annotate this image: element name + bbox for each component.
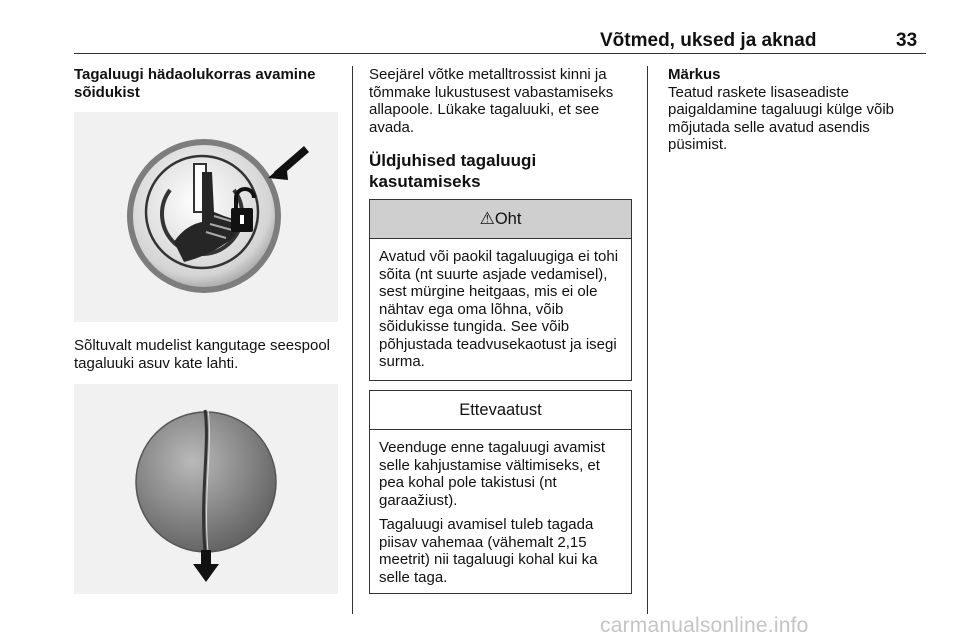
column-divider-1 bbox=[352, 66, 353, 614]
arrow-pointing-icon bbox=[268, 146, 309, 180]
header-rule bbox=[74, 53, 926, 54]
danger-box bbox=[369, 199, 632, 381]
danger-box-header bbox=[370, 200, 631, 239]
arrow-down-icon bbox=[193, 550, 219, 582]
note-title: Märkus bbox=[668, 66, 721, 83]
caution-title: Ettevaatust bbox=[459, 400, 542, 419]
section-heading-general: Üldjuhised tagaluugi kasutamiseks bbox=[369, 151, 537, 191]
danger-text: Avatud või paokil tagaluugiga ei tohi sõita (nt suurte asjade vedamisel), sest mürgine heitgaas, mis ei ole nähtav ega oma lõhna, võib sõidukisse tungida. See võib põhjustada teadvusekaotust ja isegi surma. bbox=[379, 248, 619, 370]
caution-box-header bbox=[370, 391, 631, 430]
danger-title: Oht bbox=[494, 209, 522, 228]
release-button-illustration bbox=[74, 112, 338, 322]
header-title: Võtmed, uksed ja aknad bbox=[600, 30, 817, 51]
footer-watermark: carmanualsonline.info bbox=[600, 614, 809, 637]
section-heading-wrapper bbox=[369, 150, 634, 192]
warning-triangle-icon: ⚠ bbox=[479, 209, 495, 228]
caution-text-1: Veenduge enne tagaluugi avamist selle kahjustamise vältimiseks, et pea kohal pole takistusi (nt garaažiust). bbox=[379, 439, 606, 509]
intro-paragraph: Seejärel võtke metalltrossist kinni ja tõmmake lukustusest vabastamiseks allapoole. Lükake tagaluuki, et see avada. bbox=[369, 66, 614, 136]
cover-cable-illustration bbox=[74, 384, 338, 594]
note-text: Teatud raskete lisaseadiste paigaldamine tagaluugi külge võib mõjutada selle avatud asendis püsimist. bbox=[668, 83, 894, 153]
note-block bbox=[668, 66, 928, 154]
column-divider-2 bbox=[647, 66, 648, 614]
figure-cover-cable bbox=[74, 384, 338, 594]
figure-release-button bbox=[74, 112, 338, 322]
figure-caption: Sõltuvalt mudelist kangutage seespool tagaluuki asuv kate lahti. bbox=[74, 337, 330, 372]
section-heading-emergency-opening: Tagaluugi hädaolukorras avamine sõidukist bbox=[74, 66, 316, 101]
caution-text-2: Tagaluugi avamisel tuleb tagada piisav vahemaa (vähemalt 2,15 meetrit) nii tagaluugi kohal kui ka selle taga. bbox=[379, 516, 598, 586]
page-number: 33 bbox=[896, 30, 918, 51]
caution-box bbox=[369, 390, 632, 594]
